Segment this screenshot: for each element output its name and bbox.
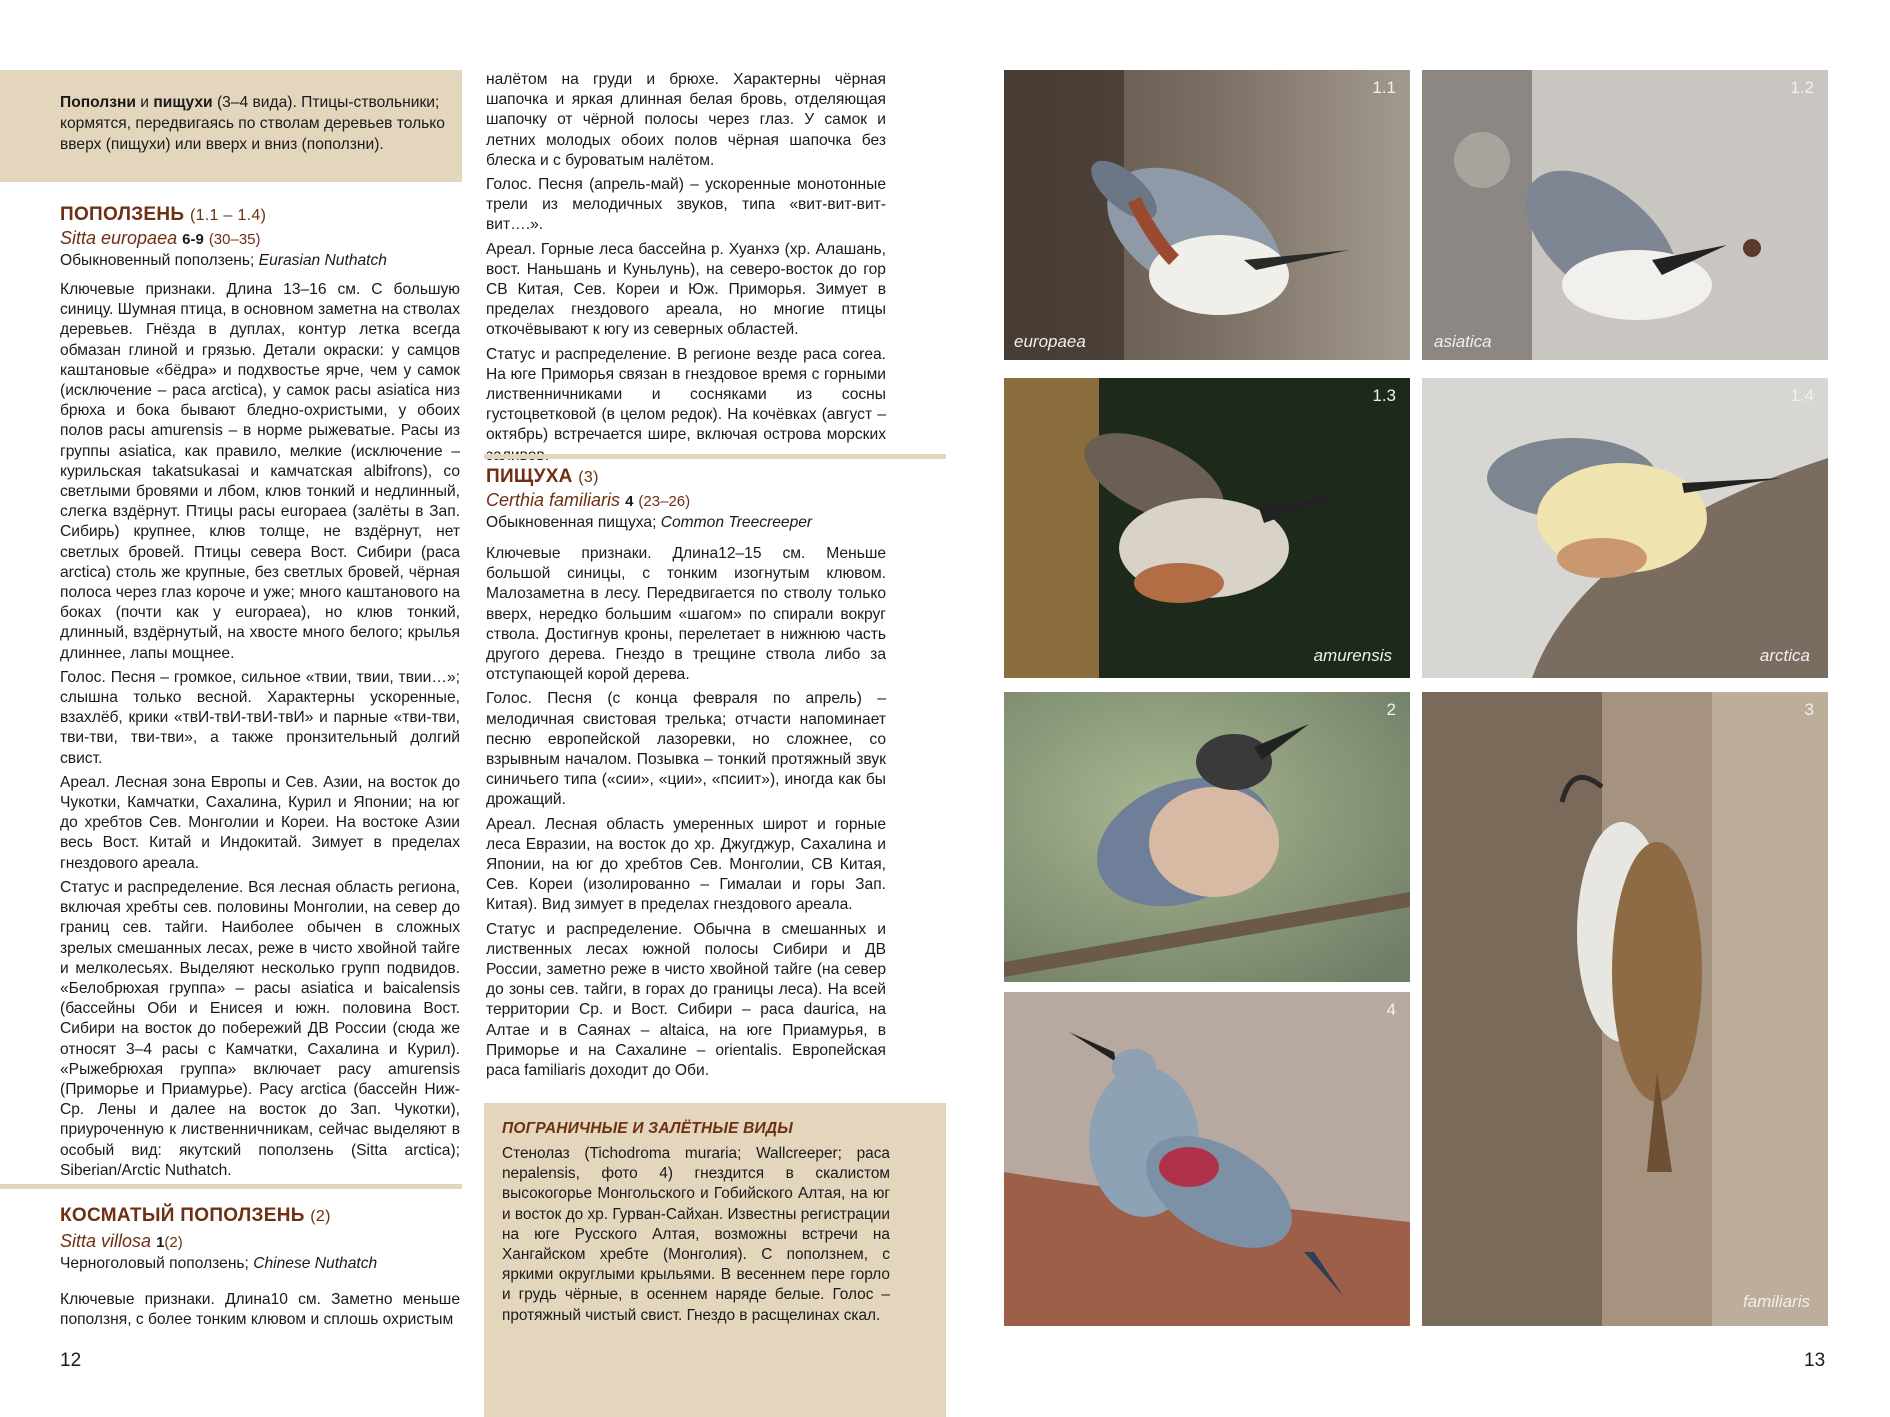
photo-1-1 <box>1004 70 1410 360</box>
photo-1-3-label: amurensis <box>1313 646 1392 665</box>
creeper-p2: Голос. Песня (с конца февраля по апрель) – мелодичная свистовая трелька; отчасти напоминает песню европейской лазоревки, но сложнее, со взрывным началом. Позывка – тонкий протяжный звук синичьего типа («сии», «ции», «псиит»), иногда как бы дрожащий. <box>486 690 886 809</box>
shaggy-body <box>60 1290 460 1334</box>
creeper-header <box>486 466 886 533</box>
shaggy-range: (2) <box>164 1234 183 1251</box>
photo-3-num: 3 <box>1804 700 1814 719</box>
shaggy-common-en: Chinese Nuthatch <box>253 1255 378 1272</box>
intro-rest: (3–4 вида). Птицы-ствольники; кормятся, передвигаясь по стволам деревьев только вверх (пищухи) или вверх и вниз (поползни). <box>60 94 445 153</box>
photo-4 <box>1004 992 1410 1326</box>
nuthatch-num: 6-9 <box>182 231 204 248</box>
intro-bold-1: Поползни <box>60 94 136 111</box>
photo-4-num: 4 <box>1386 1000 1396 1019</box>
creeper-common-ru: Обыкновенная пищуха; <box>486 514 661 531</box>
photo-3-label: familiaris <box>1742 1292 1810 1311</box>
nuthatch-common-en: Eurasian Nuthatch <box>258 252 387 269</box>
nuthatch-latin: Sitta europaea <box>60 228 178 248</box>
mid-range: Ареал. Горные леса бассейна р. Хуанхэ (хр. Алашань, вост. Наньшань и Куньлунь), на северо-восток до гор СВ Китая, Сев. Кореи и Юж. Приморья. Зимует в пределах гнездового ареала, но многие птицы откочёвывают к югу из северных областей. <box>486 240 886 339</box>
creeper-p4: Статус и распределение. Обычна в смешанных и лиственных лесах южной полосы Сибири и ДВ России, заметно реже в чисто хвойной тайге (на север до зоны сев. тайги, в горах до границы леса). На всей территории Ср. и Вост. Сибири – раса daurica, на Алтае и в Саянах – altaica, на юге Приамурья, в Приморье и на Сахалине – orientalis. Европейская раса familiaris доходит до Оби. <box>486 920 886 1080</box>
photo-1-2-num: 1.2 <box>1790 78 1814 97</box>
shaggy-header <box>60 1205 460 1274</box>
photo-1-3 <box>1004 378 1410 678</box>
shaggy-title: КОСМАТЫЙ ПОПОЛЗЕНЬ <box>60 1205 305 1226</box>
creeper-latin: Certhia familiaris <box>486 490 621 510</box>
photo-1-1-label: europaea <box>1014 332 1086 351</box>
page-number-left: 12 <box>60 1350 82 1371</box>
page-number-right: 13 <box>1804 1350 1826 1371</box>
nuthatch-ref: (1.1 – 1.4) <box>189 207 267 224</box>
mid-voice: Голос. Песня (апрель-май) – ускоренные монотонные трели из мелодичных звуков, типа «вит-вит-вит-вит….». <box>486 176 886 234</box>
shaggy-num: 1 <box>156 1234 165 1251</box>
creeper-body <box>486 544 886 1085</box>
photo-1-1-num: 1.1 <box>1372 78 1396 97</box>
creeper-ref: (3) <box>578 469 599 486</box>
photo-1-3-num: 1.3 <box>1372 386 1396 405</box>
shaggy-common-ru: Черноголовый поползень; <box>60 1255 254 1272</box>
shaggy-latin: Sitta villosa <box>60 1231 152 1251</box>
nuthatch-p2: Голос. Песня – громкое, сильное «твии, твии, твии…»; слышна только весной. Характерны ускоренные, взахлёб, крики «твИ-твИ-твИ-твИ» и парные «тви-тви, тви-тви, тви-тви», а также пронзительный долгий свист. <box>60 668 460 767</box>
photo-1-2 <box>1422 70 1828 360</box>
photo-1-4-label: arctica <box>1759 646 1810 665</box>
nuthatch-p1: Ключевые признаки. Длина 13–16 см. С большую синицу. Шумная птица, в основном заметна на стволах деревьев. Гнёзда в дуплах, контур летка всегда обмазан глиной и грязью. Детали окраски: у самцов каштановые «бёдра» и подхвостье ярче, чем у самок (исключение – раса arctica), у самок расы asiatica низ брюха и бока бывают бледно-охристыми, у обоих полов расы amurensis – в норме рыжеватые. Расы из группы asiatica, как правило, мелкие (исключение – курильская takatsukasai и камчатская albifrons), со светлыми бровями и лбом, клюв тонкий и недлинный, слегка вздёрнут. Птицы расы europaea (залёты в Зап. Сибирь) крупнее, клюв толще, не вздёрнут, нет светлых бровей. Птицы севера Вост. Сибири (раса arctica) столь же крупные, без светлых бровей, чёрная полоса через глаз короче и уже; много каштанового на боках (почти как у europaea), но клюв тонкий, длинный, вздёрнутый, на хвосте много белого; крылья длиннее, лапы мощнее. <box>60 281 460 662</box>
intro-text <box>60 92 448 155</box>
photo-3 <box>1422 692 1828 1326</box>
nuthatch-header <box>60 204 460 271</box>
nuthatch-p3: Ареал. Лесная зона Европы и Сев. Азии, на восток до Чукотки, Камчатки, Сахалина, Курил и Японии; на юг до хребтов Сев. Монголии и Кореи. На востоке Азии весь Вост. Китай и Индокитай. Зимует в пределах гнездового ареала. <box>60 773 460 872</box>
nuthatch-range: (30–35) <box>208 231 261 248</box>
creeper-common-en: Common Treecreeper <box>660 514 813 531</box>
mid-cont: налётом на груди и брюхе. Характерны чёрная шапочка и яркая длинная белая бровь, отделяющая шапочку от чёрной полосы через глаз. У самок и летних молодых обоих полов чёрная шапочка без блеска и с буроватым налётом. <box>486 71 886 169</box>
middle-top-body <box>486 70 886 470</box>
nuthatch-body <box>60 280 460 1185</box>
nuthatch-common-ru: Обыкновенный поползень; <box>60 252 259 269</box>
border-species-title: ПОГРАНИЧНЫЕ И ЗАЛЁТНЫЕ ВИДЫ <box>502 1120 793 1137</box>
intro-bold-2: пищухи <box>153 94 213 111</box>
photo-2-num: 2 <box>1386 700 1396 719</box>
shaggy-p1: Ключевые признаки. Длина10 см. Заметно меньше поползня, с более тонким клювом и сплошь охристым <box>60 1291 460 1329</box>
border-species-text: Стенолаз (Tichodroma muraria; Wallcreeper; раса nepalensis, фото 4) гнездится в скалистом высокогорье Монгольского и Гобийского Алтая, на юг и восток до хр. Гурван-Сайхан. Известны регистрации на юге Русского Алтая, возможны встречи на Хангайском хребте (Монголия). С поползнем, с яркими округлыми крыльями. В весеннем пере горло и грудь чёрные, в осеннем наряде белые. Голос – протяжный чистый свист. Гнездо в расщелинах скал. <box>502 1145 890 1324</box>
nuthatch-title: ПОПОЛЗЕНЬ <box>60 204 185 225</box>
photo-1-2-label: asiatica <box>1434 332 1492 351</box>
creeper-title: ПИЩУХА <box>486 466 573 487</box>
nuthatch-p4: Статус и распределение. Вся лесная область региона, включая хребты сев. половины Монголии, на север до границ сев. тайги. Наиболее обычен в сложных зрелых смешанных лесах, реже в чисто хвойной тайге и мелколесьях. Выделяют несколько групп подвидов. «Белобрюхая группа» – расы asiatica и baicalensis (бассейны Оби и Енисея и южн. половина Вост. Сибири на восток до побережий ДВ России (сюда же относят 3–4 расы с Камчатки, Сахалина и Курил). «Рыжебрюхая группа» включает расу amurensis (Приморье и Приамурье). Расу arctica (бассейн Ниж-Ср. Лены и далее на восток до Зап. Чукотки), приуроченную к лиственничникам, сейчас выделяют в особый вид: якутский поползень (Sitta arctica); Siberian/Arctic Nuthatch. <box>60 878 460 1179</box>
photo-1-4 <box>1422 378 1828 678</box>
intro-and: и <box>135 94 154 111</box>
creeper-num: 4 <box>625 493 634 510</box>
section-rule-left <box>0 1184 462 1189</box>
creeper-p1: Ключевые признаки. Длина12–15 см. Меньше большой синицы, с тонким изогнутым клювом. Малозаметна в лесу. Передвигается по стволу только вверх, нередко большим «шагом» по спирали вокруг ствола. Достигнув кроны, перелетает в нижнюю часть другого дерева. Гнездо в трещине ствола либо за отступающей корой дерева. <box>486 545 886 684</box>
shaggy-ref: (2) <box>310 1208 331 1225</box>
border-species-content <box>502 1120 890 1326</box>
section-rule-middle <box>484 454 946 459</box>
creeper-range: (23–26) <box>638 493 691 510</box>
creeper-p3: Ареал. Лесная область умеренных широт и горные леса Евразии, на восток до хр. Джугджур, Сахалина и Японии, на юг до хребтов Сев. Монголии, СВ Китая, Сев. Кореи (изолированно – Гималаи и горы Зап. Китая). Вид зимует в пределах гнездового ареала. <box>486 815 886 914</box>
mid-status: Статус и распределение. В регионе везде раса corea. На юге Приморья связан в гнездовое время с горными лиственничниками и сосняками из сосны густоцветковой (в целом редок). На кочёвках (август – октябрь) встречается шире, включая острова морских <box>486 345 886 444</box>
photo-2 <box>1004 692 1410 982</box>
photo-1-4-num: 1.4 <box>1790 386 1814 405</box>
